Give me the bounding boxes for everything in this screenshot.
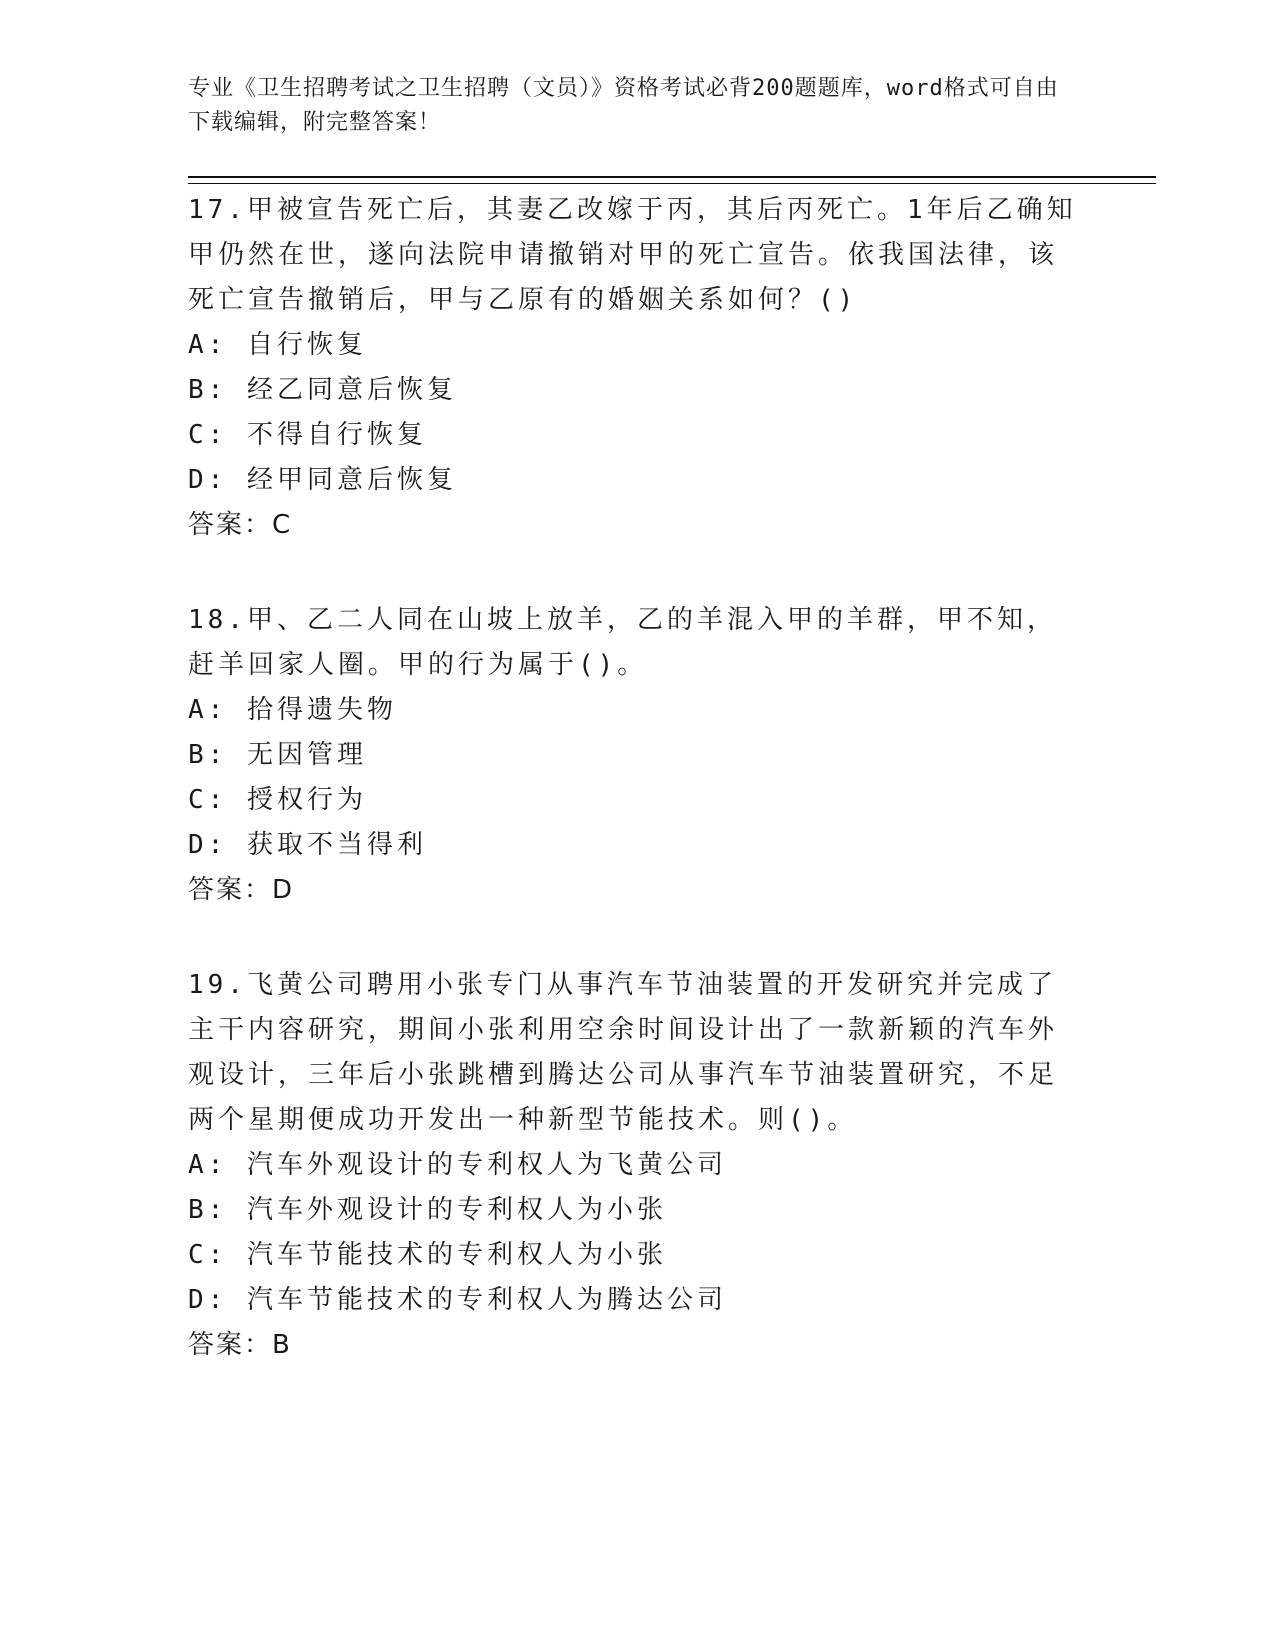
option-a: A: 拾得遗失物 [188,695,397,725]
question-stem: 18.甲、乙二人同在山坡上放羊，乙的羊混入甲的羊群，甲不知，赶羊回家人圈。甲的行为属于()。 [188,605,1057,680]
answer-line: 答案：C [188,510,293,540]
option-b: B: 汽车外观设计的专利权人为小张 [188,1195,667,1225]
option-d: D: 获取不当得利 [188,830,427,860]
option-d: D: 汽车节能技术的专利权人为腾达公司 [188,1285,727,1315]
option-c: C: 不得自行恢复 [188,420,427,450]
option-a: A: 汽车外观设计的专利权人为飞黄公司 [188,1150,727,1180]
question-stem: 19.飞黄公司聘用小张专门从事汽车节油装置的开发研究并完成了主干内容研究，期间小张利用空余时间设计出了一款新颖的汽车外观设计，三年后小张跳槽到腾达公司从事汽车节油装置研究，不足两个星期便成功开发出一种新型节能技术。则()。 [188,970,1059,1135]
option-d: D: 经甲同意后恢复 [188,465,457,495]
question-17 [188,188,1078,548]
header-rule-thin [188,183,1156,184]
question-18 [188,598,1078,913]
document-header: 专业《卫生招聘考试之卫生招聘（文员）》资格考试必背200题题库，word格式可自由下载编辑，附完整答案！ [188,76,1059,135]
answer-line: 答案：D [188,875,295,905]
question-19 [188,963,1078,1368]
option-c: C: 授权行为 [188,785,367,815]
question-list [188,188,1078,1418]
option-b: B: 经乙同意后恢复 [188,375,457,405]
question-stem: 17.甲被宣告死亡后，其妻乙改嫁于丙，其后丙死亡。1年后乙确知甲仍然在世，遂向法院申请撤销对甲的死亡宣告。依我国法律，该死亡宣告撤销后，甲与乙原有的婚姻关系如何？() [188,195,1077,315]
header-rule-thick [188,176,1156,178]
option-b: B: 无因管理 [188,740,367,770]
option-a: A: 自行恢复 [188,330,367,360]
answer-line: 答案：B [188,1330,292,1360]
option-c: C: 汽车节能技术的专利权人为小张 [188,1240,667,1270]
